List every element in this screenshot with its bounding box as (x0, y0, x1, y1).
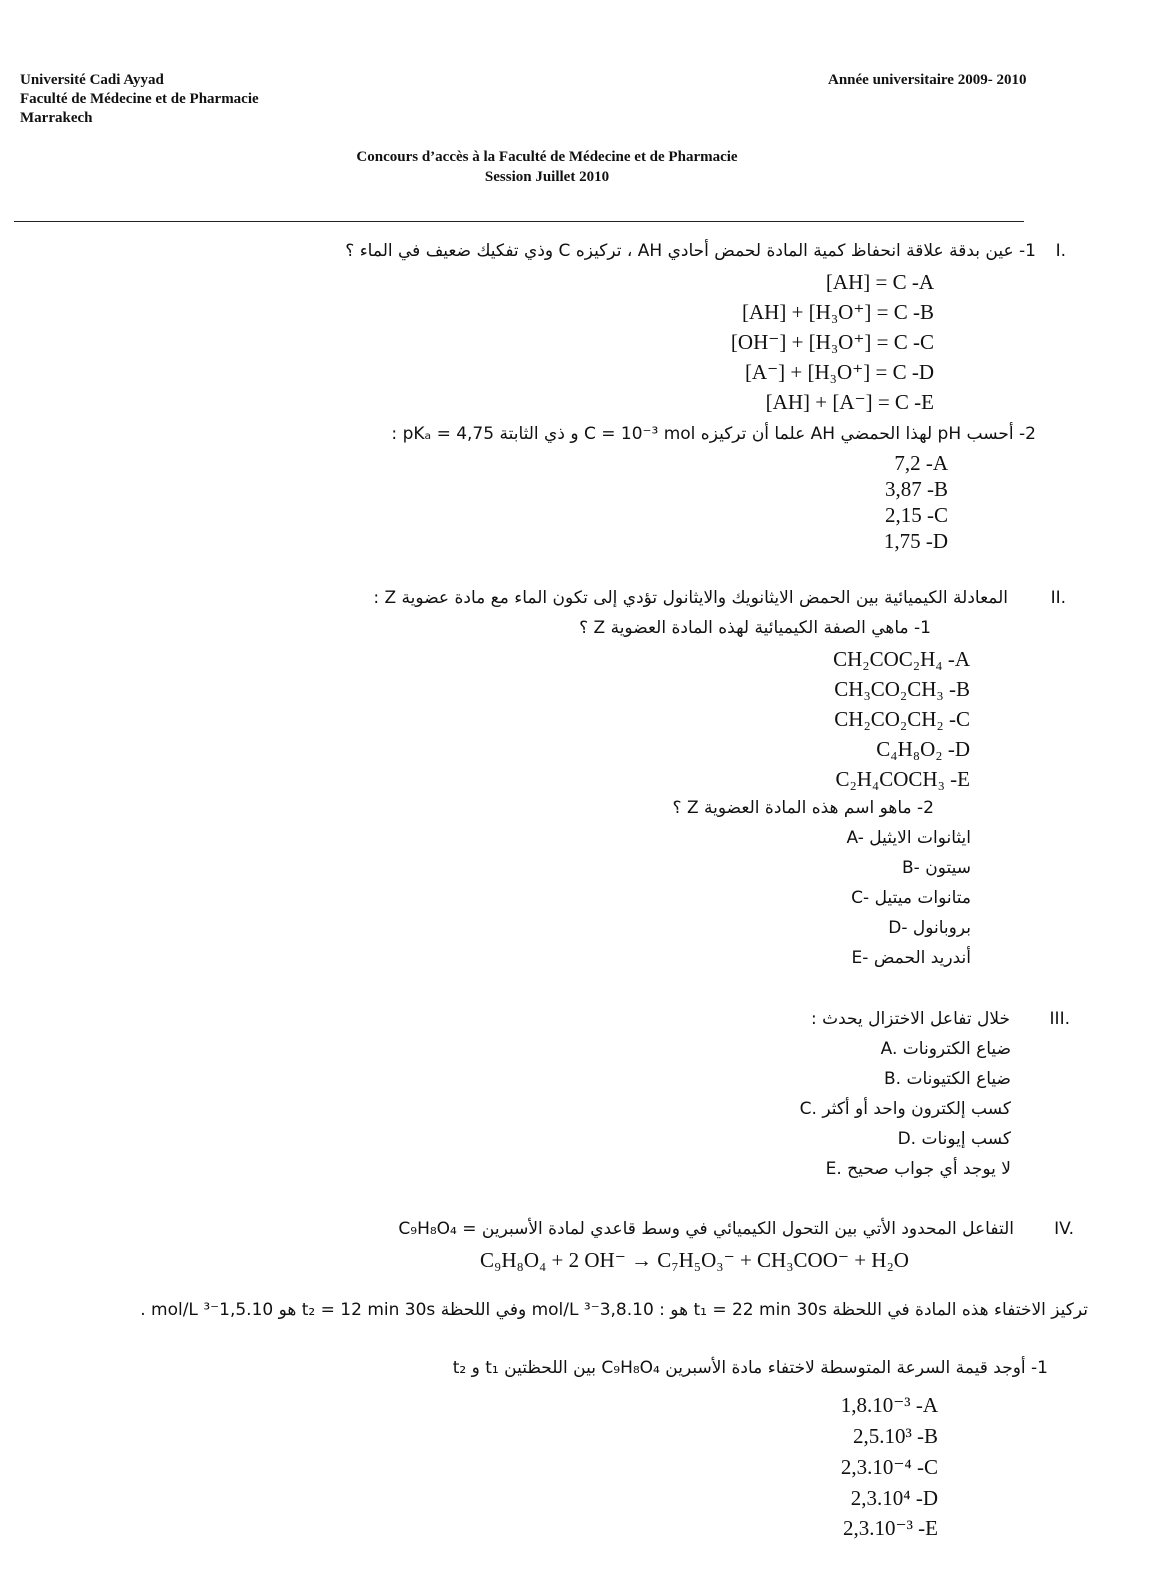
faculty-name: Faculté de Médecine et de Pharmacie (20, 91, 259, 107)
q4-sub1-option-e: 2,3.10⁻³ -E (843, 1516, 938, 1540)
q2-sub2-option-a: A- ايثانوات الايثيل (846, 828, 971, 848)
q2-sub1-option-e: C₂H₄COCH₃ -E (835, 767, 970, 791)
q1-sub1-text: 1- عين بدقة علاقة انحفاظ كمية المادة لحمض أحادي AH ، تركيزه C وذي تفكيك ضعيف في الماء ؟ (345, 241, 1036, 261)
university-name: Université Cadi Ayyad (20, 72, 164, 88)
q2-sub2-option-e: E- أندريد الحمض (851, 948, 971, 968)
q2-number: II. (1050, 588, 1066, 608)
q4-equation: C₉H₈O₄ + 2 OH⁻ → C₇H₅O₃⁻ + CH₃COO⁻ + H₂O (480, 1248, 909, 1272)
q2-sub1-option-c: CH₂CO₂CH₂ -C (834, 707, 970, 731)
q4-number: IV. (1054, 1219, 1074, 1239)
q1-sub2-text: 2- أحسب pH لهذا الحمضي AH علما أن تركيزه C = 10⁻³ mol و ذي الثابتة pKₐ = 4,75 : (391, 424, 1036, 444)
q4-sub1-text: 1- أوجد قيمة السرعة المتوسطة لاختفاء مادة الأسبرين C₉H₈O₄ بين اللحظتين t₁ و t₂ (452, 1358, 1048, 1378)
city-name: Marrakech (20, 110, 93, 126)
academic-year: Année universitaire 2009- 2010 (828, 72, 1027, 88)
q3-option-e: E. لا يوجد أي جواب صحيح (825, 1159, 1011, 1179)
q4-intro: التفاعل المحدود الأتي بين التحول الكيميائي في وسط قاعدي لمادة الأسبرين = C₉H₈O₄ (398, 1219, 1014, 1239)
q1-sub2-option-d: 1,75 -D (883, 529, 948, 553)
q4-sub1-option-a: 1,8.10⁻³ -A (840, 1393, 938, 1417)
q2-sub1-option-d: C₄H₈O₂ -D (876, 737, 970, 761)
q2-sub2-text: 2- ماهو اسم هذه المادة العضوية Z ؟ (672, 798, 934, 818)
header-divider (14, 221, 1024, 222)
exam-title: Concours d’accès à la Faculté de Médecine et de Pharmacie (356, 149, 738, 165)
q4-sub1-option-d: 2,3.10⁴ -D (850, 1486, 938, 1510)
q1-sub1-option-c: [OH⁻] + [H₃O⁺] = C -C (730, 330, 934, 354)
q1-sub2-option-b: 3,87 -B (885, 477, 948, 501)
q2-sub2-option-c: C- متانوات ميتيل (851, 888, 971, 908)
q2-sub1-option-b: CH₃CO₂CH₃ -B (834, 677, 970, 701)
q2-sub1-text: 1- ماهي الصفة الكيميائية لهذه المادة العضوية Z ؟ (579, 618, 931, 638)
q4-sub1-option-c: 2,3.10⁻⁴ -C (840, 1455, 938, 1479)
q1-number: I. (1055, 241, 1066, 261)
q3-option-c: C. كسب إلكترون واحد أو أكثر (799, 1099, 1011, 1119)
q2-sub2-option-b: B- سيتون (902, 858, 971, 878)
q2-intro: المعادلة الكيميائية بين الحمض الايثانويك والايثانول تؤدي إلى تكون الماء مع مادة عضوية Z : (373, 588, 1008, 608)
q1-sub2-option-c: 2,15 -C (885, 503, 948, 527)
q3-option-a: A. ضياع الكترونات (880, 1039, 1011, 1059)
q1-sub1-option-d: [A⁻] + [H₃O⁺] = C -D (744, 360, 934, 384)
q3-option-d: D. كسب إيونات (897, 1129, 1011, 1149)
q1-sub1-option-b: [AH] + [H₃O⁺] = C -B (742, 300, 934, 324)
q3-option-b: B. ضياع الكتيونات (883, 1069, 1011, 1089)
q2-sub1-option-a: CH₂COC₂H₄ -A (833, 647, 970, 671)
q1-sub2-option-a: 7,2 -A (894, 451, 948, 475)
q3-intro: خلال تفاعل الاختزال يحدث : (810, 1009, 1010, 1029)
q1-sub1-option-e: [AH] + [A⁻] = C -E (765, 390, 934, 414)
exam-session: Session Juillet 2010 (484, 169, 610, 185)
q4-sub1-option-b: 2,5.10³ -B (852, 1424, 938, 1448)
q2-sub2-option-d: D- بروبانول (888, 918, 971, 938)
q4-concentration: تركيز الاختفاء هذه المادة في اللحظة t₁ = 22 min 30s هو : 3,8.10⁻³ mol/L وفي اللحظة t₂ = 12 min 30s هو 1,5.10⁻³ mol/L . (140, 1300, 1088, 1320)
q3-number: III. (1049, 1009, 1070, 1029)
q1-sub1-option-a: [AH] = C -A (825, 270, 934, 294)
